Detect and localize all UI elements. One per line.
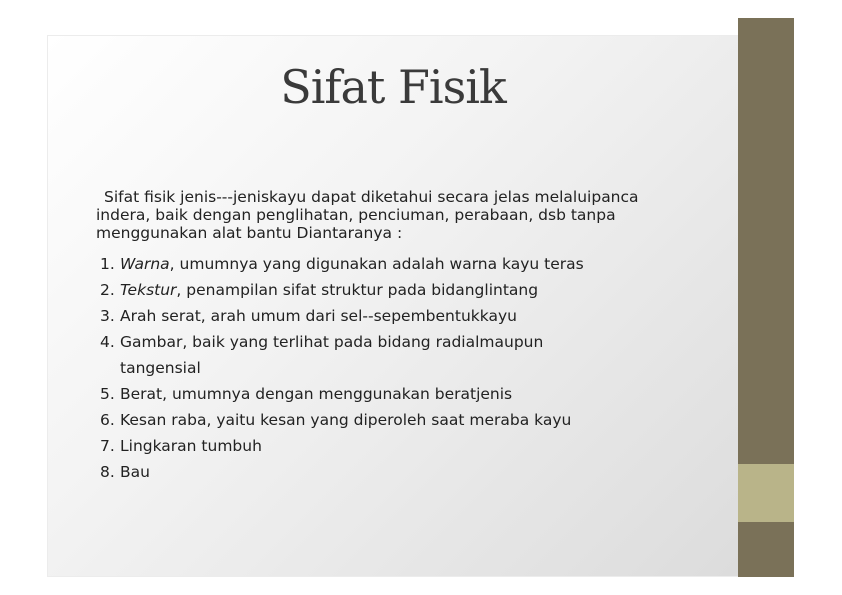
item-number: 2. bbox=[100, 281, 115, 299]
item-text: Lingkaran tumbuh bbox=[120, 437, 262, 455]
list-item bbox=[100, 277, 660, 303]
list-item bbox=[100, 459, 660, 485]
item-text: , umumnya yang digunakan adalah warna kayu teras bbox=[169, 255, 584, 273]
list-item bbox=[100, 433, 660, 459]
list-item bbox=[100, 251, 660, 277]
item-text: , penampilan sifat struktur pada bidanglintang bbox=[176, 281, 539, 299]
properties-list bbox=[100, 251, 660, 485]
item-term: Warna bbox=[120, 255, 170, 273]
item-text: Gambar, baik yang terlihat pada bidang radialmaupun bbox=[120, 333, 544, 351]
item-number: 8. bbox=[100, 463, 115, 481]
item-text: Arah serat, arah umum dari sel‑‑sepembentukkayu bbox=[120, 307, 517, 325]
list-item bbox=[100, 407, 660, 433]
item-number: 5. bbox=[100, 385, 115, 403]
item-number: 7. bbox=[100, 437, 115, 455]
item-text: Berat, umumnya dengan menggunakan beratjenis bbox=[120, 385, 513, 403]
item-text: Bau bbox=[120, 463, 150, 481]
intro-line: menggunakan alat bantu Diantaranya : bbox=[96, 224, 403, 242]
intro-line: indera, baik dengan penglihatan, penciuman, perabaan, dsb tanpa bbox=[96, 206, 616, 224]
item-term: Tekstur bbox=[120, 281, 177, 299]
item-text-continued: tangensial bbox=[120, 359, 201, 377]
decorative-side-bar bbox=[738, 18, 794, 577]
slide-title: Sifat Fisik bbox=[280, 60, 506, 114]
item-number: 6. bbox=[100, 411, 115, 429]
intro-paragraph bbox=[96, 188, 696, 242]
side-bar-light-segment bbox=[738, 464, 794, 522]
list-item bbox=[100, 381, 660, 407]
list-item bbox=[100, 329, 660, 381]
side-bar-dark-segment bbox=[738, 18, 794, 464]
item-number: 3. bbox=[100, 307, 115, 325]
intro-line: Sifat fisik jenis‑‑‑jeniskayu dapat diketahui secara jelas melaluipanca bbox=[104, 188, 639, 206]
list-item bbox=[100, 303, 660, 329]
item-number: 4. bbox=[100, 333, 115, 351]
item-text: Kesan raba, yaitu kesan yang diperoleh saat meraba kayu bbox=[120, 411, 572, 429]
side-bar-dark-segment bbox=[738, 522, 794, 577]
item-number: 1. bbox=[100, 255, 115, 273]
